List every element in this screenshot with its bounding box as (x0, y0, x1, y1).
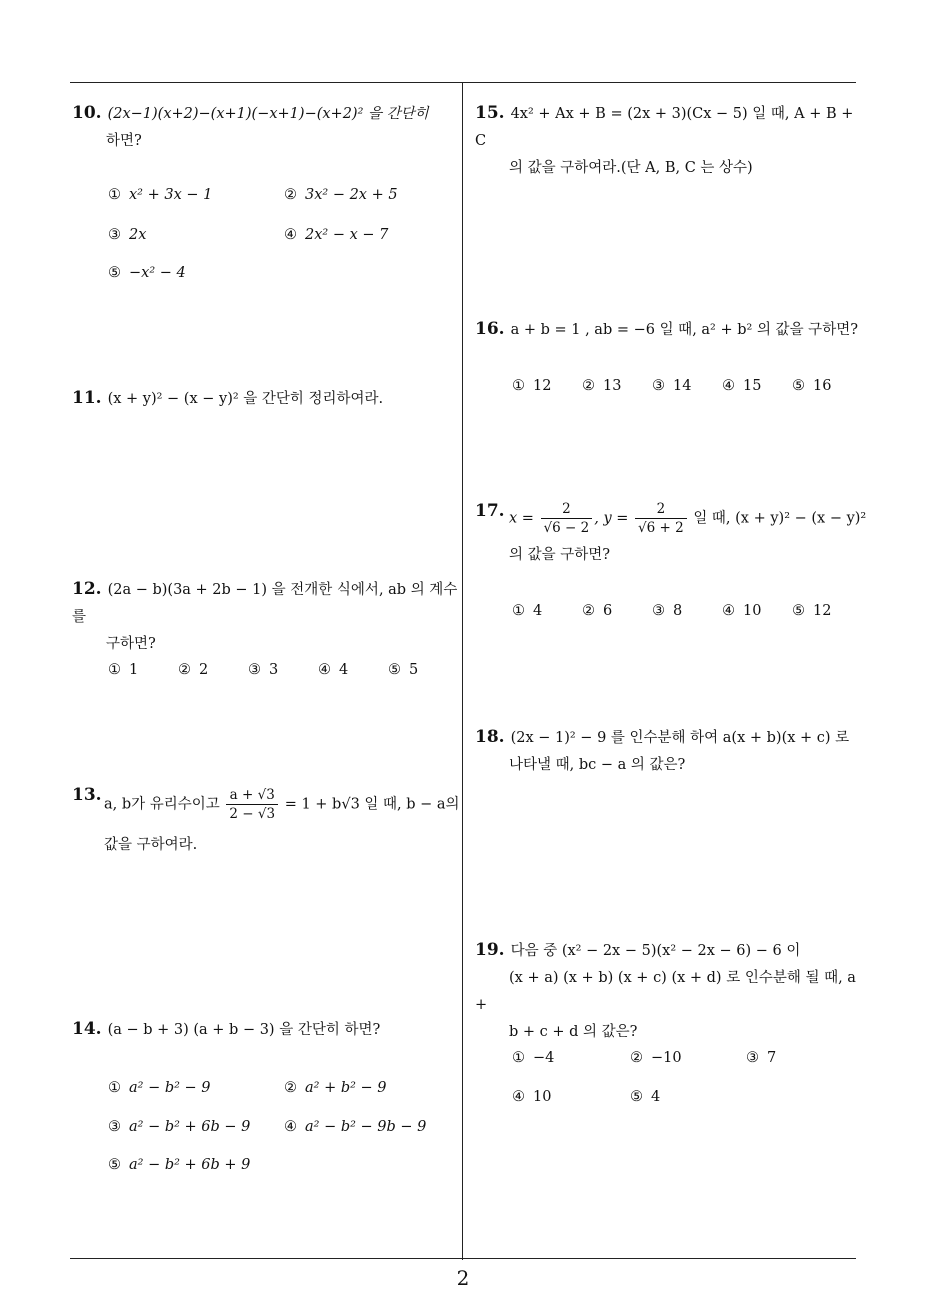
question-text-cont: 의 값을 구하여라.(단 A, B, C 는 상수) (509, 160, 753, 176)
option-1[interactable]: ① 12 (512, 378, 552, 394)
fraction: $\frac{a + √3}{2 - √3}$ (226, 786, 278, 823)
option-4[interactable]: ④ 10 (722, 603, 762, 619)
option-3[interactable]: ③ 2x (108, 227, 147, 243)
fraction-x: $\frac{2}{√6 - 2}$ (541, 500, 593, 537)
option-5[interactable]: ⑤ 12 (792, 603, 832, 619)
option-5[interactable]: ⑤ −x² − 4 (108, 265, 186, 281)
question-number: 11. (72, 388, 102, 408)
option-3[interactable]: ③ a² − b² + 6b − 9 (108, 1119, 251, 1135)
question-text-tail: = 1 + b√3 일 때, b − a의 (284, 796, 460, 813)
question-number: 17. (475, 501, 505, 521)
question-number: 12. (72, 579, 102, 599)
option-2[interactable]: ② 3x² − 2x + 5 (284, 187, 398, 203)
question-text-tail: 일 때, (x + y)² − (x − y)² (693, 510, 867, 527)
fraction-y: $\frac{2}{√6 + 2}$ (635, 500, 687, 537)
question-number: 10. (72, 103, 102, 123)
question-15 (475, 100, 861, 182)
question-text-cont: 의 값을 구하면? (509, 547, 611, 563)
option-2[interactable]: ② 6 (582, 603, 613, 619)
y-label: , y = (594, 510, 629, 527)
question-text: (2a − b)(3a + 2b − 1) 을 전개한 식에서, ab 의 계수를 (72, 582, 458, 625)
question-text: (2x − 1)² − 9 를 인수분해 하여 a(x + b)(x + c) 로 (510, 730, 850, 746)
question-text-cont: 하면? (106, 133, 142, 149)
option-5[interactable]: ⑤ 5 (388, 662, 419, 678)
question-number: 13. (72, 785, 102, 805)
option-1[interactable]: ① x² + 3x − 1 (108, 187, 213, 203)
option-4[interactable]: ④ 15 (722, 378, 762, 394)
option-5[interactable]: ⑤ 4 (630, 1089, 661, 1105)
question-13 (72, 782, 462, 853)
question-17 (475, 498, 867, 563)
option-3[interactable]: ③ 14 (652, 378, 692, 394)
question-text: 4x² + Ax + B = (2x + 3)(Cx − 5) 일 때, A + B + C (475, 106, 854, 149)
question-text: (a − b + 3) (a + b − 3) 을 간단히 하면? (107, 1022, 381, 1038)
option-2[interactable]: ② 2 (178, 662, 209, 678)
question-number: 14. (72, 1019, 102, 1039)
option-2[interactable]: ② a² + b² − 9 (284, 1080, 387, 1096)
question-text-cont: (x + a) (x + b) (x + c) (x + d) 로 인수분해 될 때, a + (475, 970, 856, 1013)
option-1[interactable]: ① 4 (512, 603, 543, 619)
option-4[interactable]: ④ 10 (512, 1089, 552, 1105)
question-text: a, b가 유리수이고 (104, 796, 220, 813)
option-3[interactable]: ③ 8 (652, 603, 683, 619)
question-text-cont: 구하면? (106, 636, 156, 652)
question-text: 다음 중 (x² − 2x − 5)(x² − 2x − 6) − 6 이 (510, 943, 801, 959)
question-text-cont-2: b + c + d 의 값은? (509, 1024, 638, 1040)
question-19 (475, 937, 861, 1046)
x-label: x = (509, 510, 534, 527)
option-1[interactable]: ① 1 (108, 662, 139, 678)
option-1[interactable]: ① −4 (512, 1050, 555, 1066)
question-16 (475, 316, 861, 344)
question-number: 16. (475, 319, 505, 339)
question-number: 18. (475, 727, 505, 747)
question-text: (2x−1)(x+2)−(x+1)(−x+1)−(x+2)² 을 간단히 (107, 106, 429, 122)
question-number: 19. (475, 940, 505, 960)
option-3[interactable]: ③ 3 (248, 662, 279, 678)
question-18 (475, 724, 861, 779)
question-text: a + b = 1 , ab = −6 일 때, a² + b² 의 값을 구하면? (510, 322, 858, 338)
question-11 (72, 385, 458, 413)
column-divider (462, 82, 463, 1260)
option-4[interactable]: ④ a² − b² − 9b − 9 (284, 1119, 427, 1135)
option-4[interactable]: ④ 4 (318, 662, 349, 678)
question-text-cont: 나타낼 때, bc − a 의 값은? (509, 757, 686, 773)
question-text-cont: 값을 구하여라. (104, 837, 198, 853)
top-rule (70, 82, 856, 83)
option-5[interactable]: ⑤ a² − b² + 6b + 9 (108, 1157, 251, 1173)
option-2[interactable]: ② −10 (630, 1050, 682, 1066)
question-14 (72, 1016, 458, 1044)
question-number: 15. (475, 103, 505, 123)
bottom-rule (70, 1258, 856, 1259)
option-4[interactable]: ④ 2x² − x − 7 (284, 227, 389, 243)
page-number: 2 (456, 1266, 470, 1290)
question-10 (72, 100, 458, 155)
question-text: (x + y)² − (x − y)² 을 간단히 정리하여라. (107, 391, 384, 407)
option-2[interactable]: ② 13 (582, 378, 622, 394)
option-1[interactable]: ① a² − b² − 9 (108, 1080, 211, 1096)
question-12 (72, 576, 458, 658)
option-3[interactable]: ③ 7 (746, 1050, 777, 1066)
option-5[interactable]: ⑤ 16 (792, 378, 832, 394)
